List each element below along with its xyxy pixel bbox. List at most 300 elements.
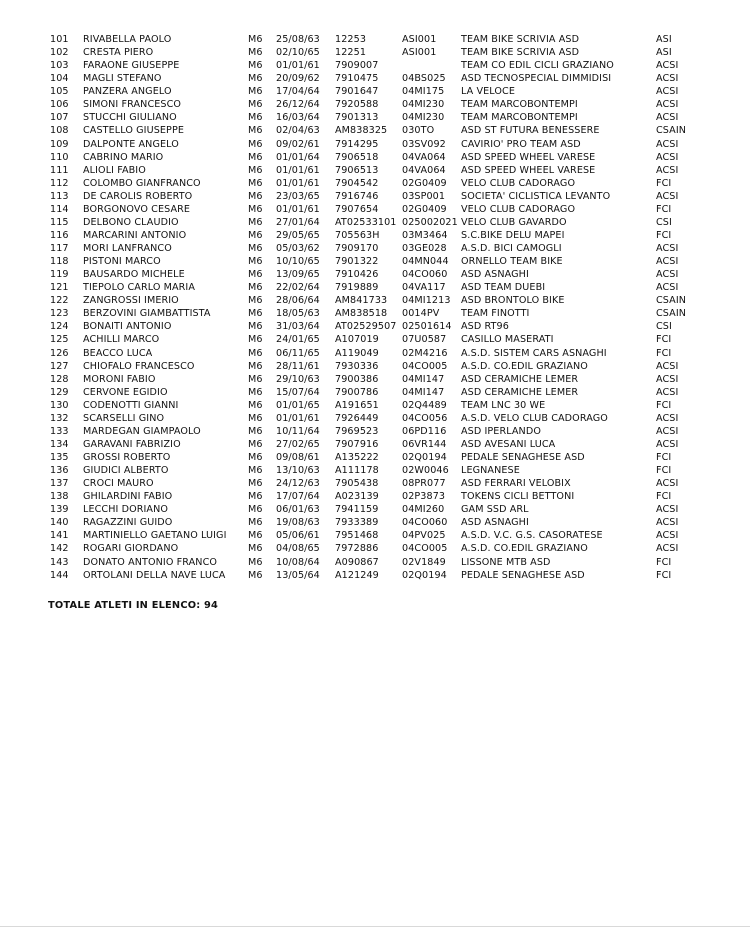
athlete-name: BERZOVINI GIAMBATTISTA	[83, 308, 211, 320]
athlete-row	[0, 399, 750, 412]
athlete-row	[0, 320, 750, 333]
category: M6	[248, 164, 263, 176]
team-code: 04CO060	[402, 269, 448, 281]
row-number: 114	[50, 203, 69, 215]
card-number: A111178	[335, 465, 379, 477]
category: M6	[248, 491, 263, 503]
athlete-row	[0, 412, 750, 425]
entity: ACSI	[656, 73, 679, 85]
athlete-row	[0, 138, 750, 151]
card-number: 7926449	[335, 412, 379, 424]
athlete-name: PANZERA ANGELO	[83, 86, 172, 98]
row-number: 102	[50, 47, 69, 59]
birth-date: 17/07/64	[276, 491, 320, 503]
team-code: 02501614	[402, 321, 452, 333]
birth-date: 17/04/64	[276, 86, 320, 98]
card-number: AM838518	[335, 308, 388, 320]
team-code: 04CO056	[402, 412, 448, 424]
category: M6	[248, 73, 263, 85]
athlete-name: STUCCHI GIULIANO	[83, 112, 177, 124]
birth-date: 01/01/65	[276, 399, 320, 411]
birth-date: 29/10/63	[276, 373, 320, 385]
team-name: A.S.D. CO.EDIL GRAZIANO	[461, 360, 588, 372]
row-number: 133	[50, 425, 69, 437]
entity: ACSI	[656, 60, 679, 72]
athlete-name: CASTELLO GIUSEPPE	[83, 125, 184, 137]
athlete-name: PISTONI MARCO	[83, 256, 161, 268]
row-number: 137	[50, 478, 69, 490]
entity: ACSI	[656, 243, 679, 254]
team-name: TEAM MARCOBONTEMPI	[461, 112, 578, 124]
team-code: 04CO060	[402, 517, 448, 529]
team-code: 03M3464	[402, 229, 448, 241]
category: M6	[248, 321, 263, 333]
card-number: 7919889	[335, 282, 379, 294]
card-number: A090867	[335, 556, 379, 568]
team-code: 04CO005	[402, 543, 448, 555]
category: M6	[248, 347, 263, 359]
row-number: 117	[50, 243, 69, 254]
entity: ACSI	[656, 99, 679, 111]
category: M6	[248, 47, 263, 59]
athlete-name: GROSSI ROBERTO	[83, 452, 171, 463]
athlete-list	[0, 33, 750, 582]
entity: FCI	[656, 452, 672, 463]
entity: ACSI	[656, 543, 679, 555]
card-number: A107019	[335, 334, 379, 346]
row-number: 125	[50, 334, 69, 346]
athlete-row	[0, 386, 750, 399]
team-name: A.S.D. BICI CAMOGLI	[461, 243, 562, 254]
row-number: 124	[50, 321, 69, 333]
row-number: 104	[50, 73, 69, 85]
category: M6	[248, 229, 263, 241]
athlete-name: GHILARDINI FABIO	[83, 491, 173, 503]
athlete-row	[0, 33, 750, 46]
row-number: 126	[50, 347, 69, 359]
athlete-name: CODENOTTI GIANNI	[83, 399, 179, 411]
athlete-row	[0, 242, 750, 255]
category: M6	[248, 151, 263, 163]
athlete-row	[0, 85, 750, 98]
team-code: 04VA064	[402, 151, 446, 163]
birth-date: 04/08/65	[276, 543, 320, 555]
row-number: 128	[50, 373, 69, 385]
entity: ACSI	[656, 373, 679, 385]
category: M6	[248, 112, 263, 124]
team-code: 02M4216	[402, 347, 448, 359]
team-code: 025002021	[402, 216, 458, 228]
team-code: 07U0587	[402, 334, 447, 346]
entity: FCI	[656, 491, 672, 503]
category: M6	[248, 282, 263, 294]
category: M6	[248, 360, 263, 372]
card-number: 7901313	[335, 112, 379, 124]
row-number: 139	[50, 504, 69, 516]
entity: ACSI	[656, 282, 679, 294]
card-number: 7906513	[335, 164, 379, 176]
team-name: SOCIETA' CICLISTICA LEVANTO	[461, 190, 611, 202]
athlete-name: MORI LANFRANCO	[83, 243, 172, 254]
card-number: 7910475	[335, 73, 379, 85]
team-code: 04VA064	[402, 164, 446, 176]
athlete-name: DELBONO CLAUDIO	[83, 216, 179, 228]
card-number: A191651	[335, 399, 379, 411]
team-code: ASI001	[402, 47, 437, 59]
category: M6	[248, 138, 263, 150]
birth-date: 01/01/61	[276, 412, 320, 424]
athlete-name: MORONI FABIO	[83, 373, 156, 385]
entity: ACSI	[656, 360, 679, 372]
row-number: 135	[50, 452, 69, 463]
birth-date: 06/01/63	[276, 504, 320, 516]
card-number: 7916746	[335, 190, 379, 202]
team-code: 030TO	[402, 125, 435, 137]
category: M6	[248, 243, 263, 254]
athlete-name: CERVONE EGIDIO	[83, 386, 168, 398]
category: M6	[248, 256, 263, 268]
category: M6	[248, 543, 263, 555]
athlete-row	[0, 46, 750, 59]
birth-date: 10/11/64	[276, 425, 320, 437]
athlete-row	[0, 255, 750, 268]
category: M6	[248, 99, 263, 111]
card-number: 7920588	[335, 99, 379, 111]
athlete-name: ZANGROSSI IMERIO	[83, 295, 179, 307]
category: M6	[248, 295, 263, 307]
athlete-name: BONAITI ANTONIO	[83, 321, 172, 333]
athlete-row	[0, 190, 750, 203]
category: M6	[248, 438, 263, 450]
team-name: TEAM CO EDIL CICLI GRAZIANO	[461, 60, 614, 72]
page-bottom-edge	[0, 926, 750, 927]
card-number: AM838325	[335, 125, 388, 137]
card-number: AT02533101	[335, 216, 397, 228]
entity: ASI	[656, 47, 672, 59]
card-number: 7907916	[335, 438, 379, 450]
birth-date: 06/11/65	[276, 347, 320, 359]
entity: FCI	[656, 569, 672, 581]
team-code: 04MI175	[402, 86, 445, 98]
team-code: 04MN044	[402, 256, 449, 268]
athlete-name: SCARSELLI GINO	[83, 412, 165, 424]
athlete-name: GARAVANI FABRIZIO	[83, 438, 181, 450]
category: M6	[248, 399, 263, 411]
team-code: 0014PV	[402, 308, 440, 320]
entity: FCI	[656, 229, 672, 241]
entity: FCI	[656, 465, 672, 477]
team-name: CASILLO MASERATI	[461, 334, 554, 346]
team-code: 02G0409	[402, 203, 447, 215]
total-athletes-label: TOTALE ATLETI IN ELENCO: 94	[48, 600, 218, 611]
team-code: 04MI1213	[402, 295, 451, 307]
team-name: A.S.D. SISTEM CARS ASNAGHI	[461, 347, 607, 359]
card-number: 7901647	[335, 86, 379, 98]
team-name: ORNELLO TEAM BIKE	[461, 256, 563, 268]
category: M6	[248, 190, 263, 202]
category: M6	[248, 308, 263, 320]
birth-date: 24/12/63	[276, 478, 320, 490]
entity: ACSI	[656, 151, 679, 163]
entity: FCI	[656, 334, 672, 346]
card-number: AT02529507	[335, 321, 397, 333]
category: M6	[248, 269, 263, 281]
birth-date: 23/03/65	[276, 190, 320, 202]
athlete-name: DONATO ANTONIO FRANCO	[83, 556, 218, 568]
birth-date: 02/04/63	[276, 125, 320, 137]
athlete-name: MAGLI STEFANO	[83, 73, 162, 85]
entity: ACSI	[656, 386, 679, 398]
team-name: ASD SPEED WHEEL VARESE	[461, 164, 596, 176]
birth-date: 29/05/65	[276, 229, 320, 241]
entity: ACSI	[656, 138, 679, 150]
birth-date: 19/08/63	[276, 517, 320, 529]
row-number: 103	[50, 60, 69, 72]
team-name: PEDALE SENAGHESE ASD	[461, 452, 585, 463]
category: M6	[248, 386, 263, 398]
team-code: 04MI147	[402, 386, 445, 398]
birth-date: 15/07/64	[276, 386, 320, 398]
team-name: ASD FERRARI VELOBIX	[461, 478, 571, 490]
team-name: A.S.D. VELO CLUB CADORAGO	[461, 412, 608, 424]
entity: CSI	[656, 216, 672, 228]
team-name: TEAM MARCOBONTEMPI	[461, 99, 578, 111]
team-code: 08PR077	[402, 478, 446, 490]
athlete-row	[0, 556, 750, 569]
team-name: ASD CERAMICHE LEMER	[461, 373, 579, 385]
team-name: PEDALE SENAGHESE ASD	[461, 569, 585, 581]
entity: CSAIN	[656, 295, 687, 307]
category: M6	[248, 452, 263, 463]
birth-date: 16/03/64	[276, 112, 320, 124]
entity: FCI	[656, 203, 672, 215]
athlete-row	[0, 98, 750, 111]
team-name: TEAM BIKE SCRIVIA ASD	[461, 34, 580, 45]
card-number: 705563H	[335, 229, 380, 241]
category: M6	[248, 465, 263, 477]
row-number: 122	[50, 295, 69, 307]
entity: ACSI	[656, 517, 679, 529]
row-number: 106	[50, 99, 69, 111]
category: M6	[248, 86, 263, 98]
category: M6	[248, 425, 263, 437]
row-number: 132	[50, 412, 69, 424]
card-number: 7900786	[335, 386, 379, 398]
category: M6	[248, 517, 263, 529]
athlete-name: LECCHI DORIANO	[83, 504, 169, 516]
row-number: 111	[50, 164, 69, 176]
team-name: ASD SPEED WHEEL VARESE	[461, 151, 596, 163]
card-number: 7941159	[335, 504, 379, 516]
category: M6	[248, 373, 263, 385]
row-number: 136	[50, 465, 69, 477]
birth-date: 05/06/61	[276, 530, 320, 542]
team-name: TOKENS CICLI BETTONI	[461, 491, 575, 503]
team-code: 02Q4489	[402, 399, 447, 411]
team-name: S.C.BIKE DELU MAPEI	[461, 229, 565, 241]
team-code: 06PD116	[402, 425, 447, 437]
team-code: 04PV025	[402, 530, 446, 542]
birth-date: 01/01/61	[276, 177, 320, 189]
team-name: ASD ASNAGHI	[461, 517, 529, 529]
team-code: 02Q0194	[402, 569, 447, 581]
athlete-row	[0, 425, 750, 438]
team-code: 03SP001	[402, 190, 446, 202]
card-number: A135222	[335, 452, 379, 463]
entity: FCI	[656, 347, 672, 359]
athlete-name: RIVABELLA PAOLO	[83, 34, 172, 45]
team-name: A.S.D. V.C. G.S. CASORATESE	[461, 530, 603, 542]
team-name: LISSONE MTB ASD	[461, 556, 551, 568]
athlete-name: BEACCO LUCA	[83, 347, 153, 359]
category: M6	[248, 412, 263, 424]
card-number: 7972886	[335, 543, 379, 555]
category: M6	[248, 334, 263, 346]
row-number: 141	[50, 530, 69, 542]
birth-date: 31/03/64	[276, 321, 320, 333]
athlete-name: MARCARINI ANTONIO	[83, 229, 187, 241]
team-code: 04MI260	[402, 504, 445, 516]
athlete-row	[0, 464, 750, 477]
row-number: 119	[50, 269, 69, 281]
team-code: 03SV092	[402, 138, 446, 150]
athlete-name: DALPONTE ANGELO	[83, 138, 179, 150]
athlete-row	[0, 294, 750, 307]
team-name: CAVIRIO' PRO TEAM ASD	[461, 138, 581, 150]
birth-date: 20/09/62	[276, 73, 320, 85]
team-code: 02Q0194	[402, 452, 447, 463]
athlete-row	[0, 216, 750, 229]
birth-date: 01/01/61	[276, 164, 320, 176]
category: M6	[248, 556, 263, 568]
athlete-name: CHIOFALO FRANCESCO	[83, 360, 195, 372]
athlete-row	[0, 164, 750, 177]
row-number: 115	[50, 216, 69, 228]
row-number: 112	[50, 177, 69, 189]
athlete-row	[0, 124, 750, 137]
athlete-row	[0, 281, 750, 294]
birth-date: 22/02/64	[276, 282, 320, 294]
row-number: 108	[50, 125, 69, 137]
card-number: A119049	[335, 347, 379, 359]
birth-date: 01/01/61	[276, 60, 320, 72]
team-code: 02W0046	[402, 465, 449, 477]
team-name: ASD CERAMICHE LEMER	[461, 386, 579, 398]
entity: FCI	[656, 399, 672, 411]
card-number: 7904542	[335, 177, 379, 189]
entity: ACSI	[656, 504, 679, 516]
athlete-row	[0, 333, 750, 346]
athlete-row	[0, 438, 750, 451]
athlete-row	[0, 503, 750, 516]
entity: ACSI	[656, 164, 679, 176]
row-number: 116	[50, 229, 69, 241]
athlete-row	[0, 151, 750, 164]
athlete-row	[0, 268, 750, 281]
birth-date: 18/05/63	[276, 308, 320, 320]
birth-date: 10/08/64	[276, 556, 320, 568]
category: M6	[248, 216, 263, 228]
team-code: 02V1849	[402, 556, 446, 568]
team-code: 04CO005	[402, 360, 448, 372]
card-number: A121249	[335, 569, 379, 581]
team-name: LA VELOCE	[461, 86, 516, 98]
athlete-name: SIMONI FRANCESCO	[83, 99, 182, 111]
card-number: 7909170	[335, 243, 379, 254]
entity: ASI	[656, 34, 672, 45]
athlete-name: GIUDICI ALBERTO	[83, 465, 169, 477]
entity: ACSI	[656, 478, 679, 490]
athlete-row	[0, 111, 750, 124]
card-number: 7901322	[335, 256, 379, 268]
team-name: A.S.D. CO.EDIL GRAZIANO	[461, 543, 588, 555]
athlete-name: ACHILLI MARCO	[83, 334, 160, 346]
row-number: 113	[50, 190, 69, 202]
athlete-name: TIEPOLO CARLO MARIA	[83, 282, 196, 294]
row-number: 144	[50, 569, 69, 581]
team-code: 03GE028	[402, 243, 447, 254]
team-name: ASD AVESANI LUCA	[461, 438, 556, 450]
row-number: 143	[50, 556, 69, 568]
athlete-name: ALIOLI FABIO	[83, 164, 146, 176]
athlete-row	[0, 477, 750, 490]
athlete-name: MARTINIELLO GAETANO LUIGI	[83, 530, 227, 542]
birth-date: 01/01/61	[276, 203, 320, 215]
birth-date: 09/08/61	[276, 452, 320, 463]
athlete-row	[0, 307, 750, 320]
team-name: VELO CLUB GAVARDO	[461, 216, 567, 228]
row-number: 129	[50, 386, 69, 398]
birth-date: 26/12/64	[276, 99, 320, 111]
row-number: 105	[50, 86, 69, 98]
card-number: A023139	[335, 491, 379, 503]
category: M6	[248, 504, 263, 516]
birth-date: 09/02/61	[276, 138, 320, 150]
athlete-row	[0, 569, 750, 582]
entity: ACSI	[656, 256, 679, 268]
card-number: 12251	[335, 47, 367, 59]
team-name: TEAM BIKE SCRIVIA ASD	[461, 47, 580, 59]
birth-date: 28/11/61	[276, 360, 320, 372]
card-number: 7905438	[335, 478, 379, 490]
category: M6	[248, 60, 263, 72]
category: M6	[248, 203, 263, 215]
entity: ACSI	[656, 425, 679, 437]
entity: CSAIN	[656, 308, 687, 320]
athlete-name: CRESTA PIERO	[83, 47, 154, 59]
category: M6	[248, 125, 263, 137]
team-code: 02P3873	[402, 491, 446, 503]
entity: ACSI	[656, 412, 679, 424]
team-code: 04VA117	[402, 282, 446, 294]
category: M6	[248, 530, 263, 542]
athlete-row	[0, 373, 750, 386]
birth-date: 25/08/63	[276, 34, 320, 45]
card-number: 7969523	[335, 425, 379, 437]
category: M6	[248, 177, 263, 189]
row-number: 134	[50, 438, 69, 450]
team-code: 04MI230	[402, 99, 445, 111]
team-code: 02G0409	[402, 177, 447, 189]
athlete-row	[0, 360, 750, 373]
entity: CSAIN	[656, 125, 687, 137]
athlete-name: COLOMBO GIANFRANCO	[83, 177, 201, 189]
card-number: 7907654	[335, 203, 379, 215]
birth-date: 02/10/65	[276, 47, 320, 59]
athlete-name: RAGAZZINI GUIDO	[83, 517, 173, 529]
birth-date: 01/01/64	[276, 151, 320, 163]
athlete-row	[0, 542, 750, 555]
